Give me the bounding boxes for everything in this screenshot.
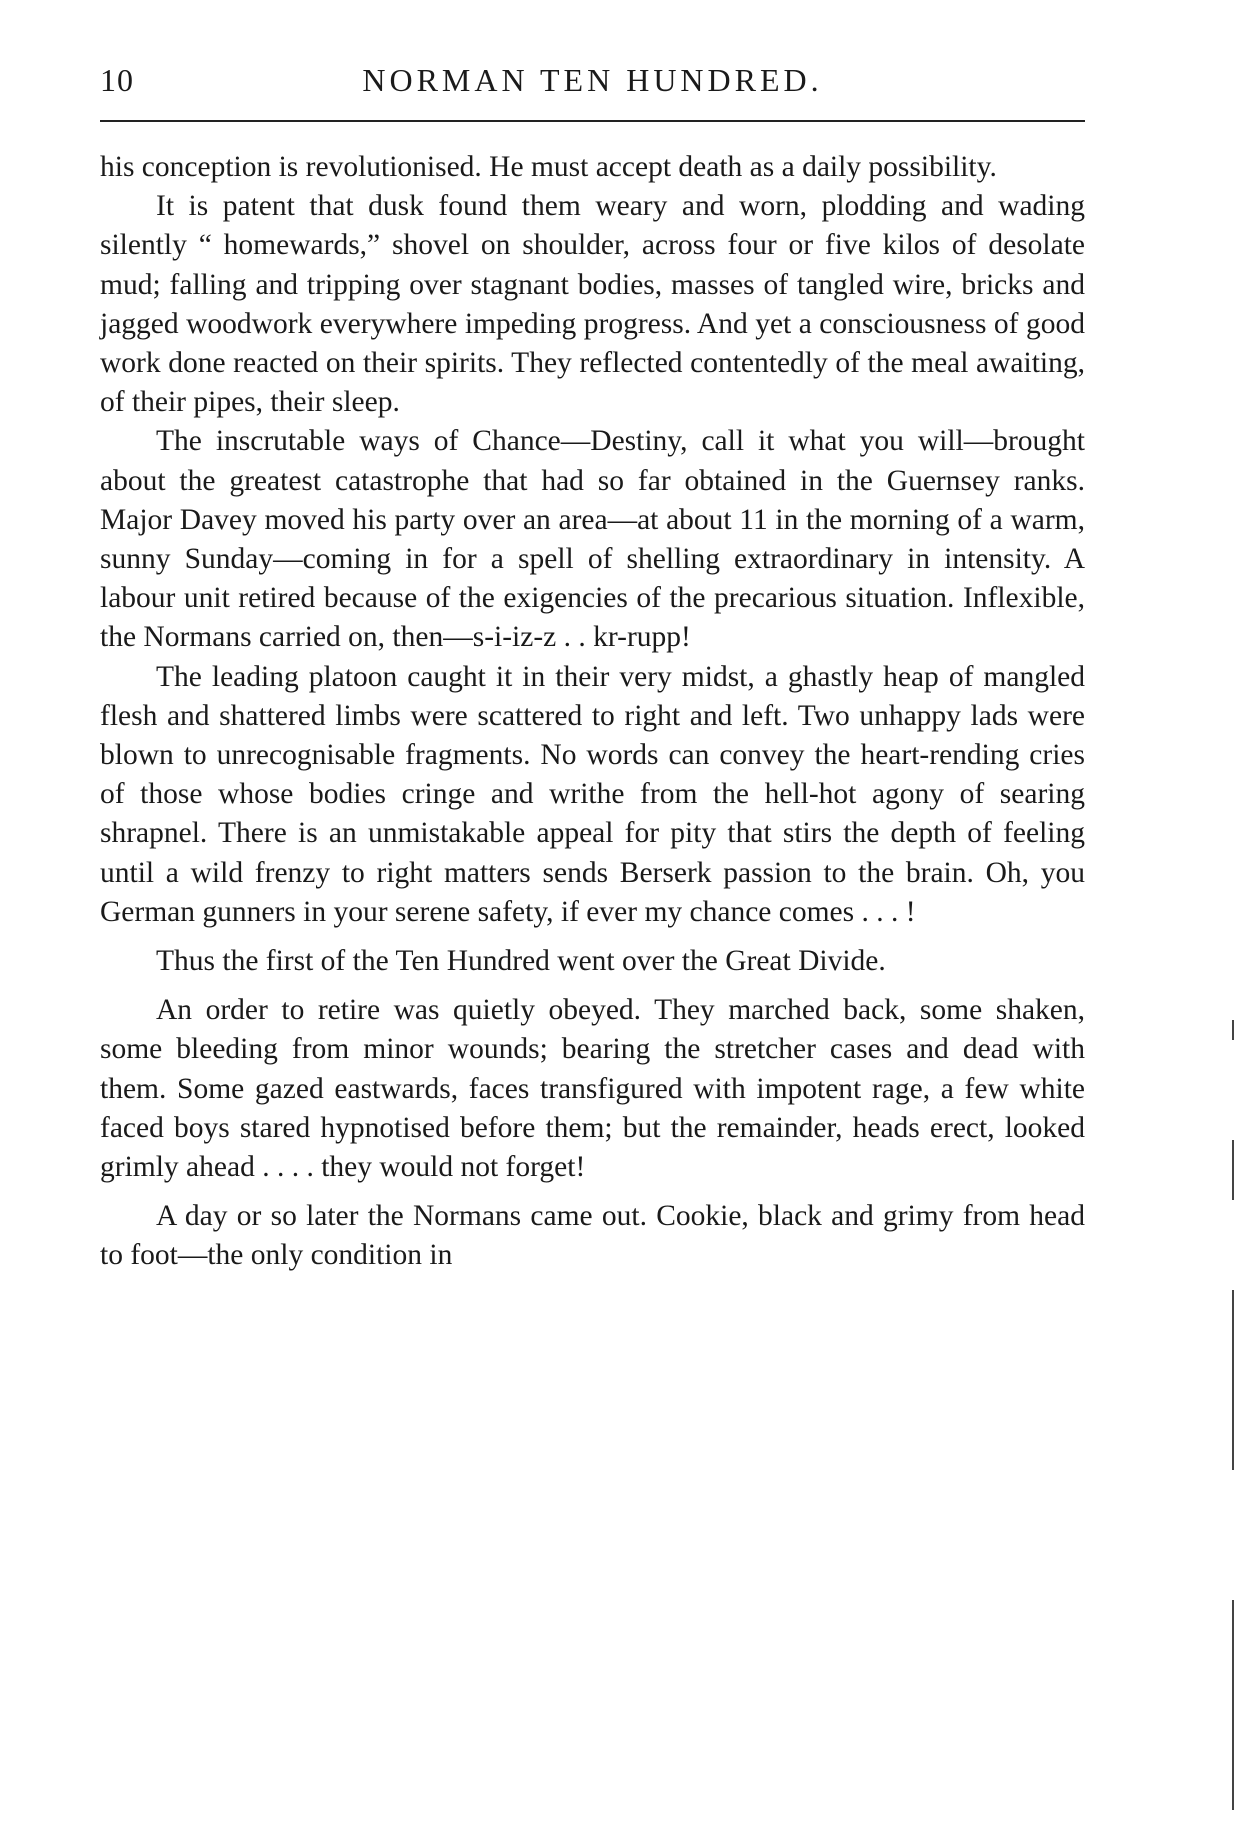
paragraph-continuation: his conception is revolutionised. He must accept death as a daily possibility.	[100, 151, 997, 183]
body-text	[100, 148, 1085, 1276]
header-rule	[100, 120, 1085, 122]
paragraph-chance: The inscrutable ways of Chance—Destiny, call it what you will—brought about the greatest catastrophe that had so far obtained in the Guernsey ranks. Major Davey moved his party over an area—at about 11 in the morning of a warm, sunny Sunday—coming in for a spell of shelling extraordinary in intensity. A labour unit retired because of the exigencies of the precarious situation. Inflexible, the Normans carried on, then—s-i-iz-z . . kr-rupp!	[100, 425, 1085, 654]
paragraph-leading-platoon: The leading platoon caught it in their very midst, a ghastly heap of mangled flesh and shattered limbs were scattered to right and left. Two unhappy lads were blown to unrecognisable fragments. No words can convey the heart-rending cries of those whose bodies cringe and writhe from the hell-hot agony of searing shrapnel. There is an unmistakable appeal for pity that stirs the depth of feeling until a wild frenzy to right matters sends Berserk passion to the brain. Oh, you German gunners in your serene safety, if ever my chance comes . . . !	[100, 660, 1085, 928]
running-title: NORMAN TEN HUNDRED.	[362, 62, 823, 98]
running-head	[100, 62, 1085, 112]
scan-edge-mark	[1232, 1140, 1234, 1200]
paragraph-normans-came-out: A day or so later the Normans came out. Cookie, black and grimy from head to foot—the only condition in	[100, 1200, 1085, 1272]
paragraph-great-divide: Thus the first of the Ten Hundred went over the Great Divide.	[156, 945, 886, 978]
scan-edge-mark	[1232, 1290, 1234, 1470]
page-number: 10	[100, 62, 134, 98]
scan-edge-mark	[1232, 1020, 1234, 1040]
paragraph-retire: An order to retire was quietly obeyed. They marched back, some shaken, some bleeding from minor wounds; bearing the stretcher cases and dead with them. Some gazed eastwards, faces transfigured with impotent rage, a few white faced boys stared hypnotised before them; but the remainder, heads erect, looked grimly ahead . . . . they would not forget!	[100, 994, 1085, 1184]
scan-edge-mark	[1232, 1600, 1234, 1810]
paragraph-dusk: It is patent that dusk found them weary and worn, plodding and wading silently “ homewards,” shovel on shoulder, across four or five kilos of desolate mud; falling and tripping over stagnant bodies, masses of tangled wire, bricks and jagged woodwork everywhere impeding progress. And yet a consciousness of good work done reacted on their spirits. They reflected contentedly of the meal awaiting, of their pipes, their sleep.	[100, 190, 1085, 419]
